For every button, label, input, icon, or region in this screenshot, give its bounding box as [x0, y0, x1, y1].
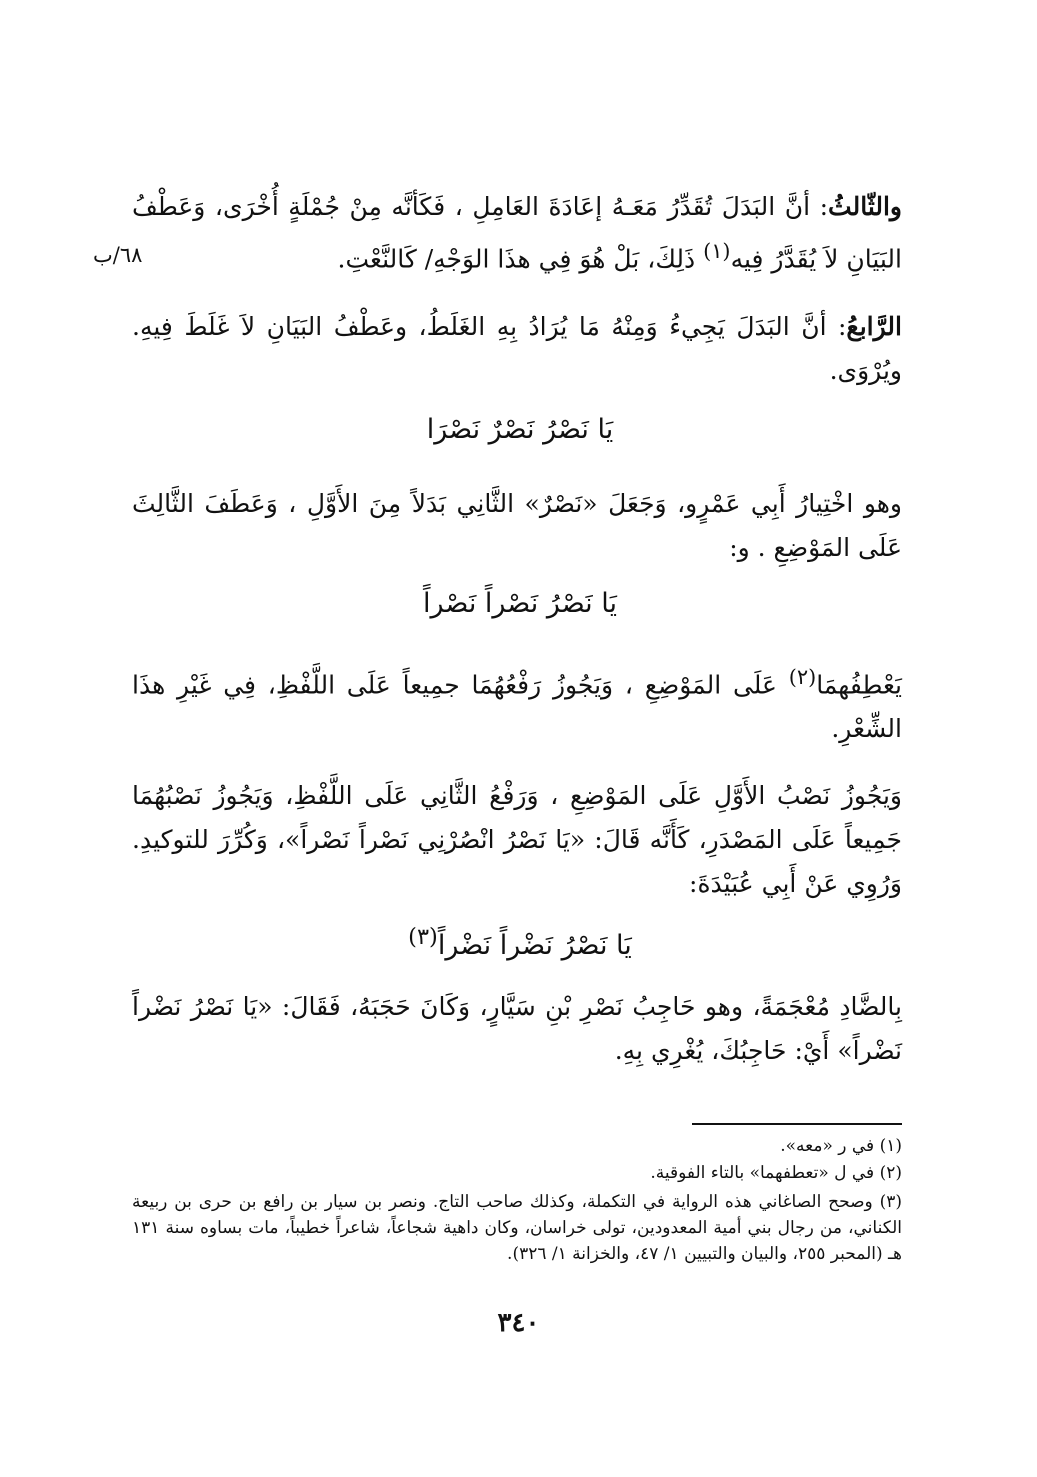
paragraph-fourth-difference: الرَّابعُ: أنَّ البَدَلَ يَجِيءُ وَمِنْهُ مَا يُرَادُ بِهِ الغَلَطُ، وعَطْفُ البَيَانِ لاَ غَلَطَ فِيهِ. ويُرْوَى.	[132, 312, 902, 385]
footnote-ref-3[interactable]: (٣)	[408, 924, 438, 950]
page-number: ٣٤٠	[497, 1308, 540, 1338]
footnote-ref-2[interactable]: (٢)	[788, 665, 817, 689]
manuscript-folio-reference: ٦٨/ب	[93, 243, 143, 267]
footnote-ref-1[interactable]: (١)	[703, 239, 731, 263]
paragraph-accusative: وَيَجُوزُ نَصْبُ الأَوَّلِ عَلَى المَوْضِعِ ، وَرَفْعُ الثَّانِي عَلَى اللَّفْظِ، وَيَجُوزُ نَصْبُهُمَا جَمِيعاً عَلَى المَصْدَرِ، كَأَنَّه قَالَ: «يَا نَصْرُ انْصُرْنِي نَصْراً نَصْراً»، وَكُرِّرَ للتوكيدِ. وَرُوِي عَنْ أَبِي عُبَيْدَةَ:	[132, 781, 902, 898]
verse-line-3: يَا نَصْرُ نَضْراً نَضْراً$^{(٣)}$	[408, 924, 632, 961]
footnote-3: (٣) وصحح الصاغاني هذه الرواية في التكملة، وكذلك صاحب التاج. ونصر بن سيار بن رافع بن حرى بن ربيعة الكناني، من رجال بني أمية المعدودين، تولى خراسان، وكان داهية شجاعاً، شاعراً خطيباً، مات بساوه سنة ١٣١ هـ (المحبر ٢٥٥، والبيان والتبيين ١/ ٤٧، والخزانة ١/ ٣٢٦).	[132, 1192, 902, 1264]
paragraph-abu-amr: وهو اخْتِيارُ أَبِي عَمْرٍو، وَجَعَلَ «نَصْرٌ» الثَّانِي بَدَلاً مِنَ الأَوَّلِ ، وَعَطَفَ الثَّالِثَ عَلَى المَوْضِعِ . و:	[132, 489, 902, 562]
paragraph-dad: بِالضَّادِ مُعْجَمَةً، وهو حَاجِبُ نَصْرِ بْنِ سَيَّارٍ، وَكَانَ حَجَبَهُ، فَقَالَ: «يَا نَصْرُ نَضْراً نَضْراً» أَيْ: حَاجِبُكَ، يُغْرِي بِهِ.	[132, 992, 902, 1065]
footnote-2: (٢) في ل «تعطفهما» بالتاء الفوقية.	[650, 1163, 902, 1183]
footnote-1: (١) في ر «معه».	[780, 1136, 902, 1156]
paragraph-heading: والثّالثُ	[828, 192, 902, 221]
verse-line-2: يَا نَصْرُ نَصْراً نَصْراً	[423, 588, 617, 619]
paragraph-conjunction: يَعْطِفُهمَا$^{(٢)}$ عَلَى المَوْضِعِ ، وَيَجُوزُ رَفْعُهُمَا جمِيعاً عَلَى اللَّفْظِ، فِي غَيْرِ هذَا الشِّعْرِ.	[132, 665, 902, 744]
paragraph-heading: الرَّابعُ	[846, 312, 902, 341]
verse-line-1: يَا نَصْرُ نَصْرٌ نَصْرَا	[426, 414, 614, 445]
paragraph-third-difference: والثّالثُ: أنَّ البَدَلَ تُقَدِّرُ مَعَـهُ إعَادَةَ العَامِلِ ، فَكَأنَّه مِنْ جُمْلَةٍ أُخْرَى، وَعَطْفُ البَيَانِ لاَ يُقَدَّرُ فِيه$^{(١)}$ ذَلِكَ، بَلْ هُوَ فِي هذَا الوَجْهِ/ كَالنَّعْتِ.	[132, 192, 902, 274]
footnote-separator	[692, 1123, 902, 1125]
